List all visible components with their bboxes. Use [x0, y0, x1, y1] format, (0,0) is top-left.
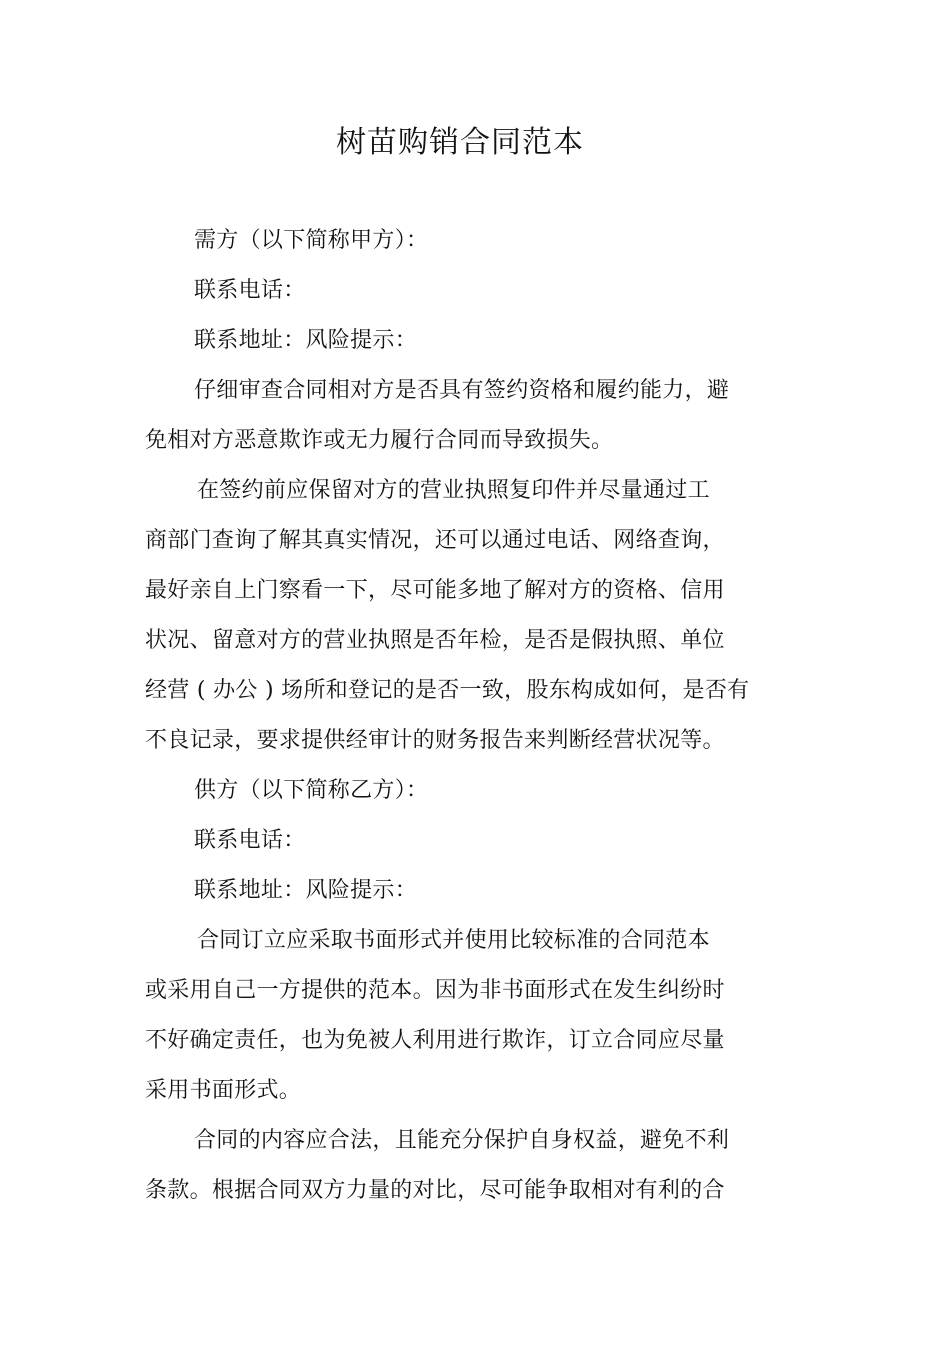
document-title: 树苗购销合同范本 — [336, 125, 584, 160]
paragraph-line: 合同订立应采取书面形式并使用比较标准的合同范本 — [197, 928, 710, 953]
supply-party-line: 供方（以下简称乙方）： — [194, 778, 429, 803]
paragraph-line: 在签约前应保留对方的营业执照复印件并尽量通过工 — [197, 478, 710, 503]
paragraph-line: 最好亲自上门察看一下，尽可能多地了解对方的资格、信用 — [145, 578, 725, 603]
supply-phone-line: 联系电话： — [194, 828, 306, 853]
paragraph-line: 采用书面形式。 — [145, 1078, 302, 1103]
paragraph-line: 仔细审查合同相对方是否具有签约资格和履约能力，避 — [194, 378, 730, 403]
paragraph-line: 条款。根据合同双方力量的对比，尽可能争取相对有利的合 — [145, 1178, 725, 1203]
paragraph-line: 不良记录，要求提供经审计的财务报告来判断经营状况等。 — [145, 728, 725, 753]
paragraph-line: 合同的内容应合法，且能充分保护自身权益，避免不利 — [194, 1128, 730, 1153]
demand-address-line: 联系地址：风险提示： — [194, 328, 418, 353]
paragraph-line: 或采用自己一方提供的范本。因为非书面形式在发生纠纷时 — [145, 978, 725, 1003]
demand-party-line: 需方（以下简称甲方）： — [194, 228, 429, 253]
paragraph-line: 状况、留意对方的营业执照是否年检，是否是假执照、单位 — [145, 628, 725, 653]
paragraph-line: 免相对方恶意欺诈或无力履行合同而导致损失。 — [145, 428, 614, 453]
paragraph-line: 经营 ( 办公 ) 场所和登记的是否一致，股东构成如何，是否有 — [145, 678, 750, 703]
supply-address-line: 联系地址：风险提示： — [194, 878, 418, 903]
paragraph-line: 商部门查询了解其真实情况，还可以通过电话、网络查询， — [145, 528, 725, 553]
demand-phone-line: 联系电话： — [194, 278, 306, 303]
paragraph-line: 不好确定责任，也为免被人利用进行欺诈，订立合同应尽量 — [145, 1028, 725, 1053]
